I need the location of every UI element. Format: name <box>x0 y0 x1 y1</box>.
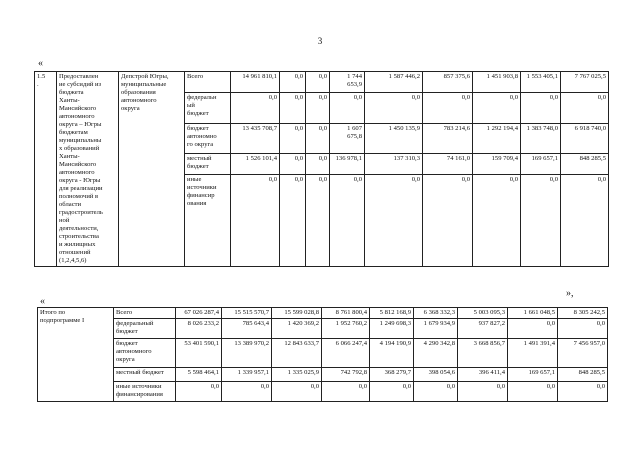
funding-source: бюджет автономного округа <box>114 339 176 368</box>
value-cell: 0,0 <box>458 382 508 402</box>
value-cell: 1 587 446,2 <box>365 72 423 93</box>
value-cell: 0,0 <box>423 175 473 267</box>
value-cell: 0,0 <box>231 93 280 123</box>
value-cell: 848 285,5 <box>558 368 608 382</box>
value-cell: 0,0 <box>231 175 280 267</box>
value-cell: 1 553 405,1 <box>521 72 561 93</box>
value-cell: 1 491 391,4 <box>508 339 558 368</box>
value-cell: 0,0 <box>558 319 608 339</box>
value-cell: 368 279,7 <box>370 368 414 382</box>
value-cell: 13 435 708,7 <box>231 123 280 153</box>
value-cell: 15 515 570,7 <box>222 308 272 319</box>
value-cell: 0,0 <box>473 175 521 267</box>
value-cell: 0,0 <box>176 382 222 402</box>
table-row <box>35 72 609 93</box>
subprogram-title: Итого по подпрограмме I <box>38 308 114 402</box>
value-cell: 0,0 <box>508 319 558 339</box>
table-row <box>38 319 608 339</box>
opening-quote: « <box>38 58 43 69</box>
value-cell: 136 978,1 <box>330 153 365 174</box>
funding-source: федеральн ый бюджет <box>185 93 231 123</box>
value-cell: 937 827,2 <box>458 319 508 339</box>
value-cell: 7 767 025,5 <box>561 72 609 93</box>
subprogram-total-table <box>37 307 608 402</box>
value-cell: 67 026 287,4 <box>176 308 222 319</box>
value-cell: 8 305 242,5 <box>558 308 608 319</box>
value-cell: 5 598 464,1 <box>176 368 222 382</box>
value-cell: 0,0 <box>306 72 330 93</box>
value-cell: 0,0 <box>272 382 322 402</box>
value-cell: 848 285,5 <box>561 153 609 174</box>
value-cell: 0,0 <box>370 382 414 402</box>
value-cell: 0,0 <box>365 93 423 123</box>
value-cell: 8 761 800,4 <box>322 308 370 319</box>
value-cell: 1 744 653,9 <box>330 72 365 93</box>
value-cell: 137 310,3 <box>365 153 423 174</box>
value-cell: 0,0 <box>280 123 306 153</box>
value-cell: 1 679 934,9 <box>414 319 458 339</box>
measure-name: Предоставлен ие субсидий из бюджета Ханты- Мансийского автономного округа – Югры бюджетам муниципальны х образований Ханты- Мансийского автономного округа - Югры для реализации полномочий в области градостроитель ной деятельности, строительства и жилищных отношений (1,2,4,5,6) <box>57 72 119 267</box>
value-cell: 6 368 332,3 <box>414 308 458 319</box>
value-cell: 0,0 <box>306 123 330 153</box>
value-cell: 1 292 194,4 <box>473 123 521 153</box>
value-cell: 74 161,0 <box>423 153 473 174</box>
subsidy-table <box>34 71 609 267</box>
value-cell: 169 657,1 <box>521 153 561 174</box>
table-row <box>38 368 608 382</box>
value-cell: 742 792,8 <box>322 368 370 382</box>
executor: Депстрой Югры, муниципальные образования автономного округа <box>119 72 185 267</box>
value-cell: 0,0 <box>280 72 306 93</box>
value-cell: 0,0 <box>330 175 365 267</box>
value-cell: 0,0 <box>561 93 609 123</box>
funding-source: местный бюджет <box>185 153 231 174</box>
value-cell: 0,0 <box>414 382 458 402</box>
value-cell: 8 026 233,2 <box>176 319 222 339</box>
row-number: 1.5 . <box>35 72 57 267</box>
value-cell: 1 335 025,9 <box>272 368 322 382</box>
value-cell: 0,0 <box>306 93 330 123</box>
value-cell: 0,0 <box>561 175 609 267</box>
value-cell: 5 003 095,3 <box>458 308 508 319</box>
value-cell: 53 401 590,1 <box>176 339 222 368</box>
value-cell: 0,0 <box>306 175 330 267</box>
value-cell: 4 290 342,8 <box>414 339 458 368</box>
value-cell: 4 194 190,9 <box>370 339 414 368</box>
value-cell: 0,0 <box>222 382 272 402</box>
page-number: 3 <box>317 36 323 46</box>
funding-source: иные источники финансирования <box>114 382 176 402</box>
value-cell: 1 249 698,3 <box>370 319 414 339</box>
value-cell: 169 657,1 <box>508 368 558 382</box>
value-cell: 1 420 369,2 <box>272 319 322 339</box>
table-row <box>38 339 608 368</box>
value-cell: 1 526 101,4 <box>231 153 280 174</box>
value-cell: 1 607 675,8 <box>330 123 365 153</box>
value-cell: 783 214,6 <box>423 123 473 153</box>
value-cell: 0,0 <box>558 382 608 402</box>
table-row <box>38 382 608 402</box>
value-cell: 0,0 <box>280 93 306 123</box>
value-cell: 14 961 810,1 <box>231 72 280 93</box>
value-cell: 0,0 <box>306 153 330 174</box>
value-cell: 1 383 748,0 <box>521 123 561 153</box>
opening-quote-second: « <box>40 296 45 307</box>
value-cell: 0,0 <box>521 93 561 123</box>
table-row <box>38 308 608 319</box>
value-cell: 1 450 135,9 <box>365 123 423 153</box>
funding-source: Всего <box>114 308 176 319</box>
value-cell: 0,0 <box>322 382 370 402</box>
value-cell: 785 643,4 <box>222 319 272 339</box>
value-cell: 396 411,4 <box>458 368 508 382</box>
value-cell: 1 661 048,5 <box>508 308 558 319</box>
value-cell: 0,0 <box>521 175 561 267</box>
closing-quote: », <box>566 288 574 299</box>
funding-source: местный бюджет <box>114 368 176 382</box>
value-cell: 15 599 028,8 <box>272 308 322 319</box>
value-cell: 0,0 <box>365 175 423 267</box>
value-cell: 7 456 957,0 <box>558 339 608 368</box>
value-cell: 6 918 740,0 <box>561 123 609 153</box>
value-cell: 857 375,6 <box>423 72 473 93</box>
value-cell: 159 709,4 <box>473 153 521 174</box>
value-cell: 0,0 <box>473 93 521 123</box>
funding-source: бюджет автономно го округа <box>185 123 231 153</box>
funding-source: иные источники финансир ования <box>185 175 231 267</box>
funding-source: федеральный бюджет <box>114 319 176 339</box>
value-cell: 5 812 168,9 <box>370 308 414 319</box>
value-cell: 0,0 <box>508 382 558 402</box>
value-cell: 13 389 970,2 <box>222 339 272 368</box>
value-cell: 0,0 <box>280 175 306 267</box>
value-cell: 1 451 903,8 <box>473 72 521 93</box>
value-cell: 1 952 760,2 <box>322 319 370 339</box>
value-cell: 3 668 856,7 <box>458 339 508 368</box>
value-cell: 6 066 247,4 <box>322 339 370 368</box>
value-cell: 398 054,6 <box>414 368 458 382</box>
value-cell: 12 843 633,7 <box>272 339 322 368</box>
funding-source: Всего <box>185 72 231 93</box>
value-cell: 1 339 957,1 <box>222 368 272 382</box>
value-cell: 0,0 <box>280 153 306 174</box>
value-cell: 0,0 <box>423 93 473 123</box>
value-cell: 0,0 <box>330 93 365 123</box>
